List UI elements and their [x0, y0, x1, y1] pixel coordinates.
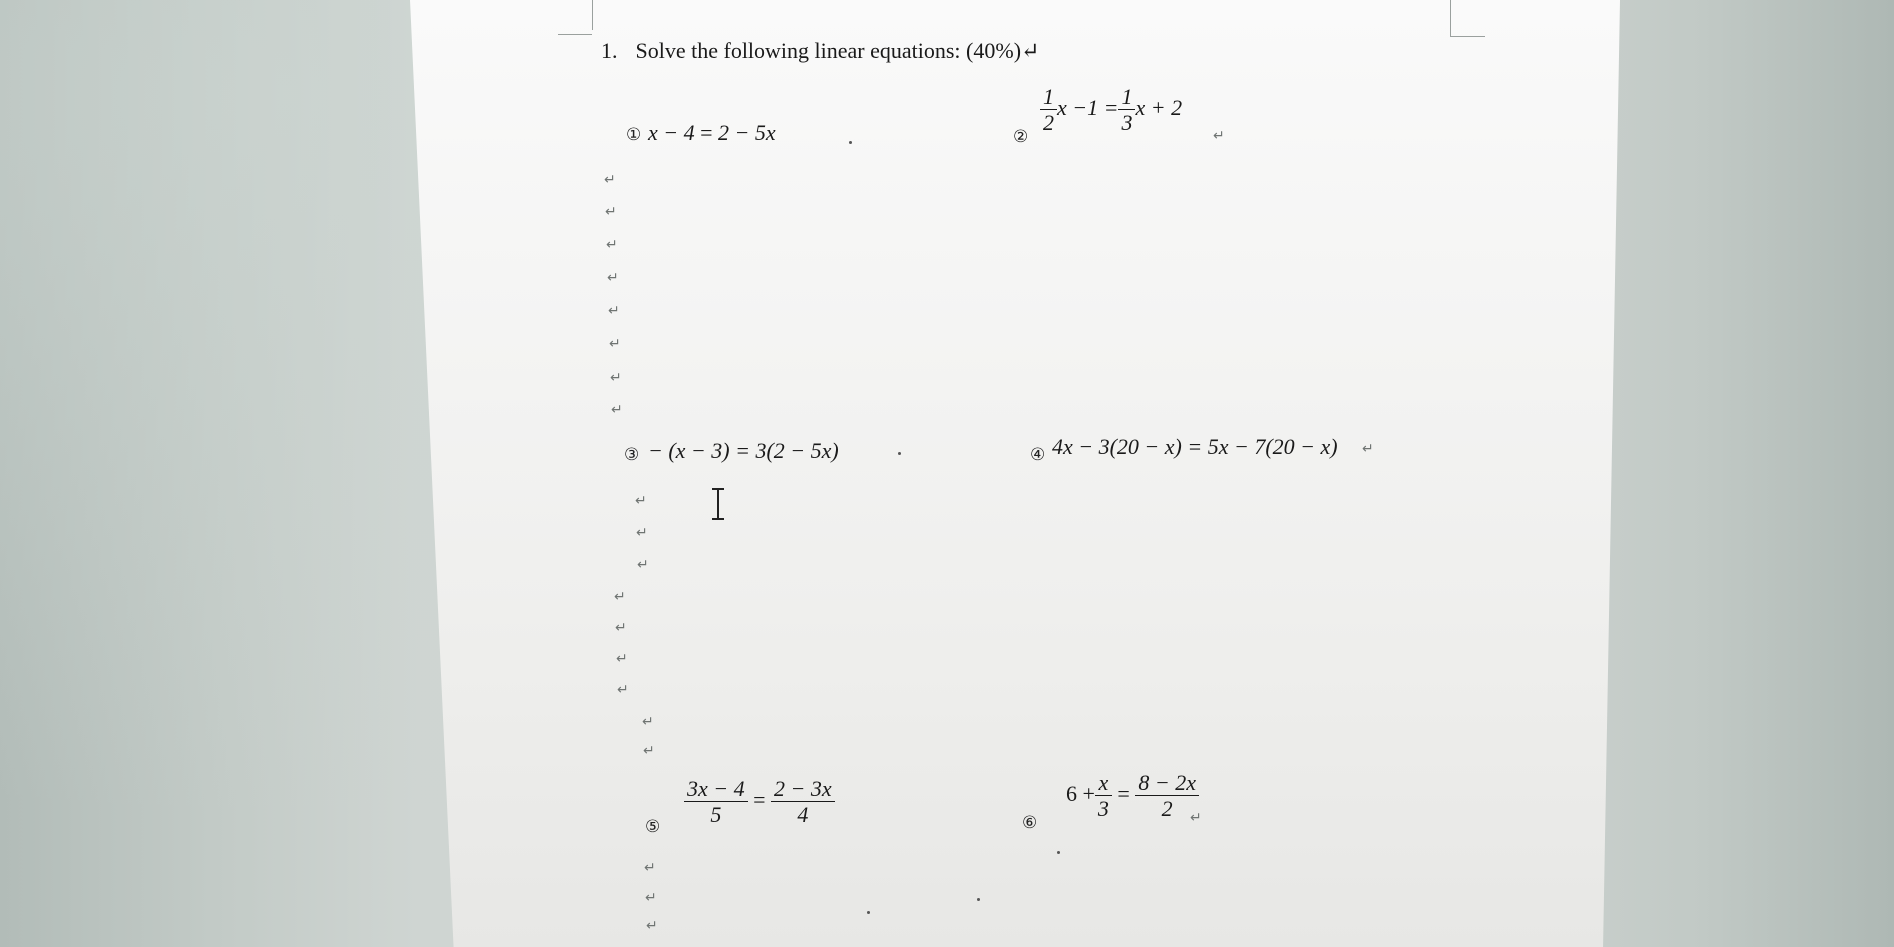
return-mark: ↵ — [606, 237, 618, 253]
return-mark: ↵ — [644, 860, 656, 876]
equation-2 — [1040, 84, 1182, 136]
equation-2-fraction-2-numerator: 1 — [1118, 84, 1135, 110]
question-number: 1. — [601, 38, 618, 63]
text-cursor-icon — [710, 488, 726, 520]
equation-6-fraction-1 — [1095, 770, 1112, 822]
return-mark: ↵ — [643, 743, 655, 759]
speck — [1057, 851, 1060, 854]
equation-6-fraction-1-numerator: x — [1095, 770, 1112, 796]
page-corner-mark-right — [1450, 0, 1485, 37]
problem-4-marker: ④ — [1030, 445, 1046, 465]
equation-5-fraction-1-denominator: 5 — [710, 802, 722, 828]
equation-2-fraction-2-denominator: 3 — [1121, 110, 1133, 136]
speck — [898, 452, 901, 455]
return-mark: ↵ — [615, 620, 627, 636]
equation-5-fraction-2-numerator: 2 − 3x — [771, 776, 835, 802]
return-mark: ↵ — [608, 303, 620, 319]
return-mark: ↵ — [1213, 128, 1225, 144]
equation-2-fraction-2 — [1118, 84, 1135, 136]
return-mark: ↵ — [1362, 441, 1374, 457]
equation-6: 6 + $\frac{x}{3}$ = $\frac{8 - 2x}{2}$ — [1066, 770, 1199, 822]
problem-1-marker: ① — [626, 125, 642, 145]
return-mark: ↵ — [605, 204, 617, 220]
equation-5-fraction-2 — [771, 776, 835, 828]
problem-2-marker: ② — [1013, 127, 1029, 147]
equation-2-fraction-1-numerator: 1 — [1040, 84, 1057, 110]
return-mark: ↵ — [610, 370, 622, 386]
equation-2-fraction-1 — [1040, 84, 1057, 136]
equation-5: $\frac{3x - 4}{5}$ = $\frac{2 - 3x}{4}$ — [684, 776, 835, 828]
question-heading — [601, 38, 1039, 64]
return-mark: ↵ — [1190, 810, 1202, 826]
equation-4: 4x − 3(20 − x) = 5x − 7(20 − x) — [1052, 434, 1338, 459]
return-mark: ↵ — [611, 402, 623, 418]
equation-2-tail: x + 2 — [1135, 94, 1183, 120]
return-mark: ↵ — [609, 336, 621, 352]
equation-1: x − 4 = 2 − 5x — [648, 120, 776, 145]
page-corner-mark-left — [558, 0, 592, 35]
equation-2-fraction-1-denominator: 2 — [1043, 110, 1054, 136]
equation-6-fraction-2-denominator: 2 — [1161, 796, 1173, 822]
equation-6-lead: 6 + — [1066, 780, 1095, 806]
return-mark: ↵ — [646, 918, 658, 934]
return-mark: ↵ — [616, 651, 628, 667]
equation-1-lhs: x − 4 — [648, 120, 695, 145]
return-mark: ↵ — [604, 172, 616, 188]
return-mark: ↵ — [607, 270, 619, 286]
page-corner-mark-left-vertical — [592, 0, 593, 30]
problem-3-marker: ③ — [624, 445, 640, 465]
equation-6-fraction-2-numerator: 8 − 2x — [1135, 770, 1199, 796]
speck — [977, 898, 980, 901]
return-mark: ↵ — [642, 714, 654, 730]
speck — [867, 911, 870, 914]
return-mark: ↵ — [617, 682, 629, 698]
equation-1-rhs: 2 − 5x — [718, 120, 776, 145]
equation-3: − (x − 3) = 3(2 − 5x) — [648, 438, 839, 463]
problem-5-marker: ⑤ — [645, 817, 661, 837]
return-mark: ↵ — [614, 589, 626, 605]
return-mark: ↵ — [636, 525, 648, 541]
equation-5-fraction-2-denominator: 4 — [797, 802, 809, 828]
problem-6-marker: ⑥ — [1022, 813, 1038, 833]
return-mark: ↵ — [637, 557, 649, 573]
equation-5-fraction-1-numerator: 3x − 4 — [684, 776, 748, 802]
question-text: Solve the following linear equations: (40%)↵ — [635, 38, 1040, 63]
return-mark: ↵ — [635, 493, 647, 509]
equation-2-middle: x −1 = — [1057, 94, 1119, 120]
speck — [849, 141, 852, 144]
equation-6-fraction-1-denominator: 3 — [1097, 796, 1109, 822]
equation-5-fraction-1 — [684, 776, 748, 828]
return-mark: ↵ — [645, 890, 657, 906]
